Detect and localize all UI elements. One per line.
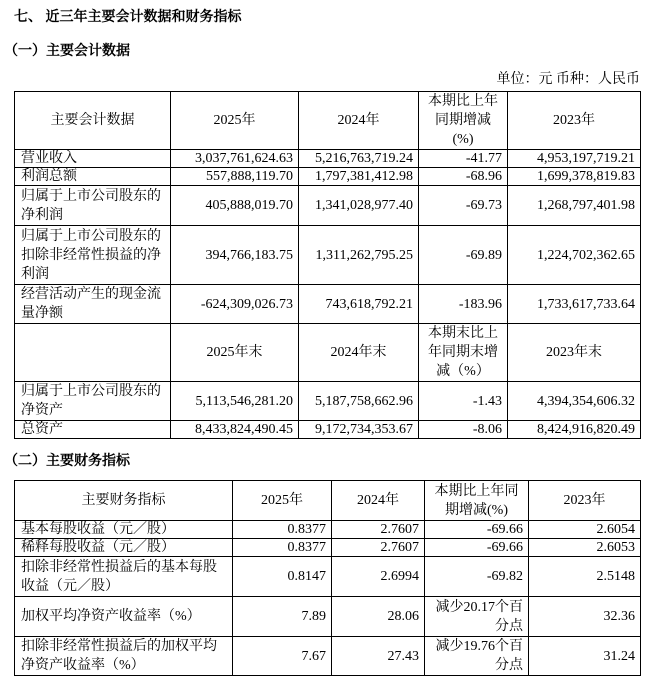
value-2025: 0.8377 [233,521,332,539]
accounting-data-table [14,91,641,439]
change-percent: -68.96 [419,168,508,186]
header-line: 期增减(%) [445,502,508,518]
column-header-2025-end: 2025年末 [171,324,299,382]
value-2024: 2.7607 [332,539,425,557]
period-end-header-row [15,324,641,382]
header-line: 本期比上年 [428,94,498,109]
change-percent: -69.66 [425,539,529,557]
change-percent [425,597,529,637]
table-header-row [15,481,641,521]
change-line: 减少20.17个百 [435,599,523,615]
table-row [15,186,641,226]
value-2024: 1,311,262,795.25 [299,226,419,285]
row-label-line: 归属于上市公司股东的 [21,188,161,204]
row-label [15,557,233,597]
row-label: 利润总额 [15,168,171,186]
table-row [15,597,641,637]
value-2023: 2.6053 [529,539,641,557]
section-title: 七、 近三年主要会计数据和财务指标 [14,10,242,25]
row-label: 营业收入 [15,150,171,168]
change-line: 分点 [495,618,523,634]
value-2023: 1,699,378,819.83 [508,168,641,186]
value-2025: 405,888,019.70 [171,186,299,226]
column-header-2024: 2024年 [299,92,419,150]
table-row [15,637,641,676]
value-2025: 0.8377 [233,539,332,557]
row-label [15,226,171,285]
value-2025: 7.67 [233,637,332,676]
value-2025: 394,766,183.75 [171,226,299,285]
table-row [15,539,641,557]
value-2024: 743,618,792.21 [299,285,419,324]
column-header-2024-end: 2024年末 [299,324,419,382]
table-row [15,150,641,168]
row-label-line: 利润 [21,266,49,282]
financial-indicators-table [14,480,641,676]
row-label-line: 经营活动产生的现金流 [21,287,161,302]
column-header-2025: 2025年 [233,481,332,521]
row-label-line: 扣除非经常性损益后的基本每股 [21,559,217,575]
change-percent [425,637,529,676]
change-percent: -8.06 [419,421,508,439]
row-label [15,285,171,324]
value-2023: 32.36 [529,597,641,637]
row-label-line: 归属于上市公司股东的 [21,384,161,399]
value-2024: 2.6994 [332,557,425,597]
header-line: 减（%） [436,364,490,379]
row-label-line: 净利润 [21,207,63,223]
financial-indicators-title: （二）主要财务指标 [4,454,130,469]
row-label: 加权平均净资产收益率（%） [15,597,233,637]
value-2023: 1,268,797,401.98 [508,186,641,226]
row-label [15,637,233,676]
table-row [15,521,641,539]
value-2025: 3,037,761,624.63 [171,150,299,168]
value-2023: 31.24 [529,637,641,676]
change-percent: -69.89 [419,226,508,285]
column-header-change [425,481,529,521]
value-2025: 7.89 [233,597,332,637]
change-percent: -69.82 [425,557,529,597]
table-row [15,168,641,186]
column-header-2024: 2024年 [332,481,425,521]
change-percent: -69.66 [425,521,529,539]
row-label [15,186,171,226]
row-label-line: 归属于上市公司股东的 [21,228,161,244]
row-label-line: 扣除非经常性损益的净 [21,247,161,263]
value-2024: 1,797,381,412.98 [299,168,419,186]
column-header-item: 主要会计数据 [15,92,171,150]
table-row [15,285,641,324]
row-label: 总资产 [15,421,171,439]
row-label-line: 扣除非经常性损益后的加权平均 [21,639,217,654]
change-percent: -41.77 [419,150,508,168]
change-percent: -1.43 [419,382,508,421]
value-2024: 28.06 [332,597,425,637]
column-header-2023-end: 2023年末 [508,324,641,382]
value-2023: 2.5148 [529,557,641,597]
header-line: 年同期末增 [428,345,498,360]
header-line: 本期末比上 [428,326,498,341]
row-label: 基本每股收益（元／股） [15,521,233,539]
header-line: 本期比上年同 [434,483,519,499]
table-row [15,421,641,439]
header-line: (%) [452,132,474,147]
value-2024: 27.43 [332,637,425,676]
column-header-2023: 2023年 [529,481,641,521]
value-2023-end: 8,424,916,820.49 [508,421,641,439]
change-line: 减少19.76个百 [435,639,523,654]
column-header-change-end [419,324,508,382]
column-header-item: 主要财务指标 [15,481,233,521]
value-2024: 1,341,028,977.40 [299,186,419,226]
value-2025-end: 5,113,546,281.20 [171,382,299,421]
value-2025-end: 8,433,824,490.45 [171,421,299,439]
row-label-line: 量净额 [21,306,63,321]
change-percent: -183.96 [419,285,508,324]
table-header-row [15,92,641,150]
value-2024-end: 9,172,734,353.67 [299,421,419,439]
value-2024: 5,216,763,719.24 [299,150,419,168]
row-label-line: 收益（元／股） [21,578,119,594]
unit-note: 单位：元 币种：人民币 [496,72,640,87]
table-row [15,382,641,421]
value-2023: 1,733,617,733.64 [508,285,641,324]
row-label-line: 净资产 [21,403,63,418]
column-header-2023: 2023年 [508,92,641,150]
table-row [15,226,641,285]
row-label: 稀释每股收益（元／股） [15,539,233,557]
row-label [15,382,171,421]
accounting-data-title: （一）主要会计数据 [4,44,130,59]
value-2024: 2.7607 [332,521,425,539]
column-header-change [419,92,508,150]
value-2024-end: 5,187,758,662.96 [299,382,419,421]
value-2023: 1,224,702,362.65 [508,226,641,285]
column-header-2025: 2025年 [171,92,299,150]
column-header-empty [15,324,171,382]
header-line: 同期增减 [435,113,491,128]
value-2023: 4,953,197,719.21 [508,150,641,168]
change-line: 分点 [495,658,523,673]
value-2025: -624,309,026.73 [171,285,299,324]
value-2023-end: 4,394,354,606.32 [508,382,641,421]
value-2023: 2.6054 [529,521,641,539]
value-2025: 0.8147 [233,557,332,597]
row-label-line: 净资产收益率（%） [21,658,145,673]
value-2025: 557,888,119.70 [171,168,299,186]
table-row [15,557,641,597]
change-percent: -69.73 [419,186,508,226]
